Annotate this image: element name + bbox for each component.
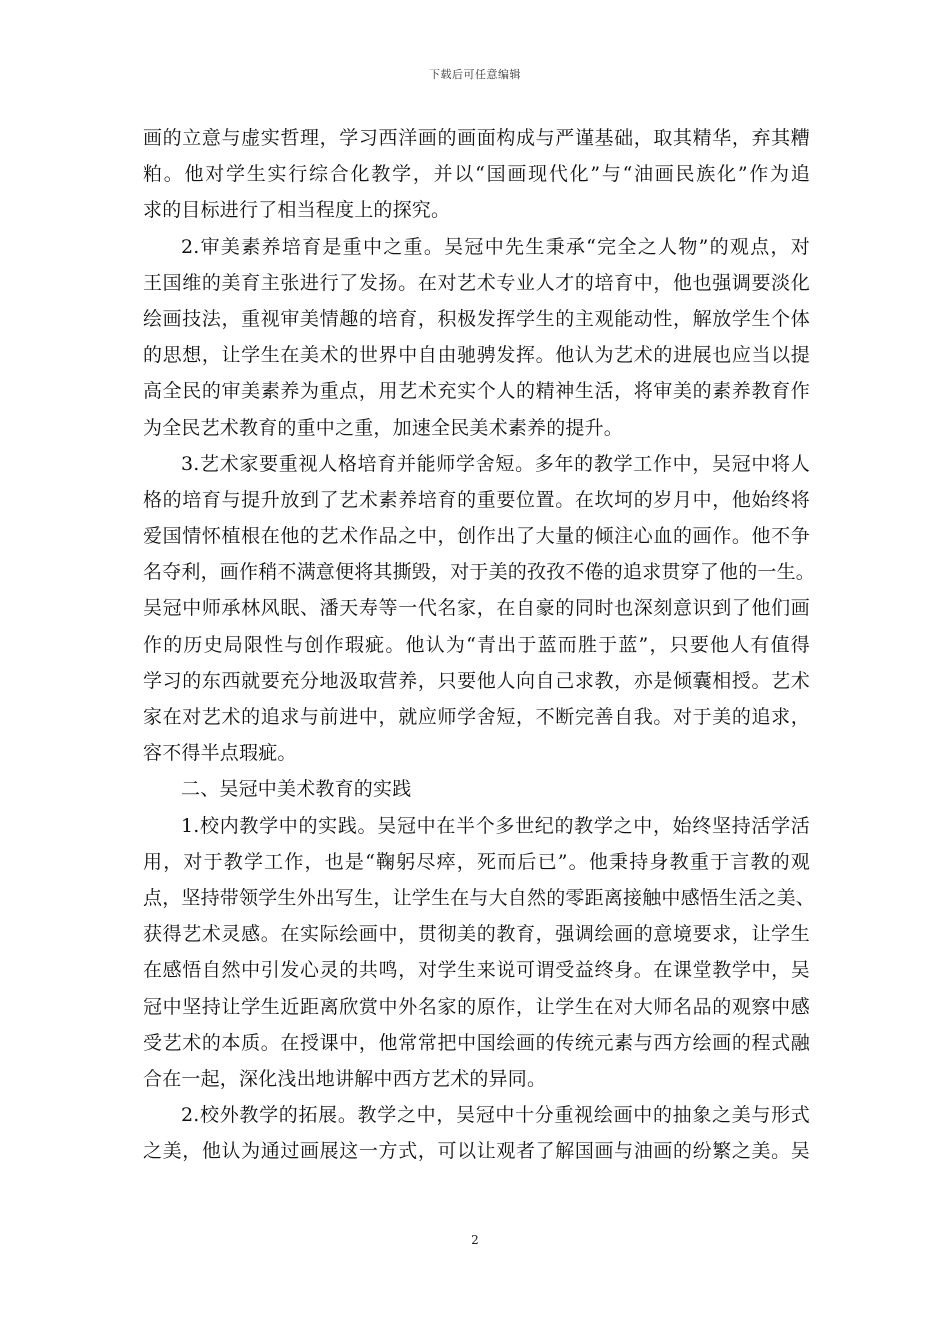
text-line: 王国维的美育主张进行了发扬。在对艺术专业人才的培育中，他也强调要淡化 [143, 271, 810, 294]
text-line: 在感悟自然中引发心灵的共鸣，对学生来说可谓受益终身。在课堂教学中，吴 [143, 959, 810, 982]
text-line: 格的培育与提升放到了艺术素养培育的重要位置。在坎坷的岁月中，他始终将 [143, 488, 810, 511]
text-line: 绘画技法，重视审美情趣的培育，积极发挥学生的主观能动性，解放学生个体 [143, 307, 810, 330]
text-line: 学习的东西就要充分地汲取营养，只要他人向自己求教，亦是倾囊相授。艺术 [143, 669, 810, 692]
body-text [143, 120, 816, 1169]
text-line: 之美，他认为通过画展这一方式，可以让观者了解国画与油画的纷繁之美。吴 [143, 1140, 810, 1163]
section-heading: 二、吴冠中美术教育的实践 [181, 778, 412, 801]
text-line: 2.校外教学的拓展。教学之中，吴冠中十分重视绘画中的抽象之美与形式 [181, 1104, 810, 1127]
text-line: 爱国情怀植根在他的艺术作品之中，创作出了大量的倾注心血的画作。他不争 [143, 525, 810, 548]
text-line: 的思想，让学生在美术的世界中自由驰骋发挥。他认为艺术的进展也应当以提 [143, 344, 810, 367]
text-line: 画的立意与虚实哲理，学习西洋画的画面构成与严谨基础，取其精华，弃其糟 [143, 127, 810, 149]
text-line: 点，坚持带领学生外出写生，让学生在与大自然的零距离接触中感悟生活之美、 [143, 886, 816, 909]
text-line: 用，对于教学工作，也是“鞠躬尽瘁，死而后已”。他秉持身教重于言教的观 [143, 850, 810, 873]
text-line: 1.校内教学中的实践。吴冠中在半个多世纪的教学之中，始终坚持活学活 [181, 814, 810, 837]
text-line: 3.艺术家要重视人格培育并能师学舍短。多年的教学工作中，吴冠中将人 [181, 452, 810, 475]
text-line: 粕。他对学生实行综合化教学，并以“国画现代化”与“油画民族化”作为追 [143, 163, 810, 186]
text-line: 获得艺术灵感。在实际绘画中，贯彻美的教育，强调绘画的意境要求，让学生 [143, 923, 810, 946]
page-number: 2 [471, 1233, 479, 1247]
text-line: 冠中坚持让学生近距离欣赏中外名家的原作，让学生在对大师名品的观察中感 [143, 995, 810, 1018]
text-line: 高全民的审美素养为重点，用艺术充实个人的精神生活，将审美的素养教育作 [143, 380, 810, 403]
text-line: 2.审美素养培育是重中之重。吴冠中先生秉承“完全之人物”的观点，对 [181, 235, 810, 258]
text-line: 合在一起，深化浅出地讲解中西方艺术的异同。 [143, 1067, 547, 1090]
text-line: 受艺术的本质。在授课中，他常常把中国绘画的传统元素与西方绘画的程式融 [143, 1031, 810, 1054]
page-header: 下载后可任意编辑 [429, 68, 521, 81]
text-line: 家在对艺术的追求与前进中，就应师学舍短，不断完善自我。对于美的追求， [143, 706, 810, 728]
text-line: 作的历史局限性与创作瑕疵。他认为“青出于蓝而胜于蓝”，只要他人有值得 [143, 633, 810, 656]
text-line: 容不得半点瑕疵。 [143, 742, 297, 765]
text-line: 为全民艺术教育的重中之重，加速全民美术素养的提升。 [143, 416, 624, 439]
text-line: 名夺利，画作稍不满意便将其撕毁，对于美的孜孜不倦的追求贯穿了他的一生。 [143, 561, 816, 584]
text-line: 求的目标进行了相当程度上的探究。 [143, 199, 451, 222]
text-line: 吴冠中师承林风眠、潘天寿等一代名家，在自豪的同时也深刻意识到了他们画 [143, 597, 810, 620]
